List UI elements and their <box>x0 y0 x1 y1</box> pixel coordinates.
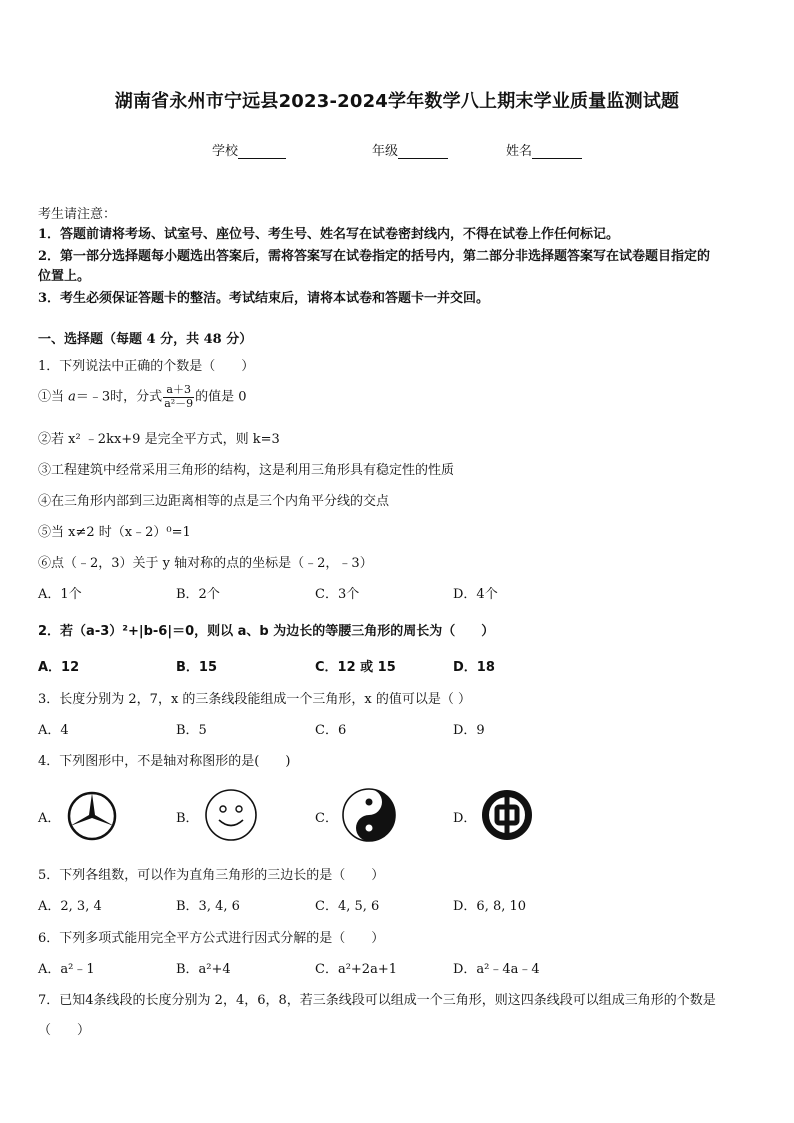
option-c: C． <box>315 811 338 826</box>
option-c: C．3个 <box>315 587 360 602</box>
option-a: A．a²﹣1 <box>38 962 95 977</box>
question-stem: 1．下列说法中正确的个数是（ ） <box>38 359 255 374</box>
option-d: D．9 <box>453 723 485 738</box>
notice-item: 位置上。 <box>38 269 91 284</box>
grade-label: 年级 <box>372 144 399 159</box>
option-d: D．4个 <box>453 587 498 602</box>
smiley-face-icon <box>203 787 259 843</box>
yin-yang-icon <box>341 787 397 843</box>
option-c: C．4, 5, 6 <box>315 899 380 914</box>
option-a: A．2, 3, 4 <box>38 899 102 914</box>
mercedes-logo-icon <box>66 790 118 842</box>
option-b: B．3, 4, 6 <box>176 899 240 914</box>
option-d: D．a²﹣4a﹣4 <box>453 962 540 977</box>
statement-2: ②若 x² ﹣2kx+9 是完全平方式，则 k=3 <box>38 432 280 447</box>
name-field <box>506 140 582 159</box>
option-b: B．15 <box>176 660 217 675</box>
option-b: B．a²+4 <box>176 962 231 977</box>
statement-6: ⑥点（﹣2，3）关于 y 轴对称的点的坐标是（﹣2，﹣3） <box>38 556 373 571</box>
statement-5: ⑤当 x≠2 时（x﹣2）⁰=1 <box>38 525 191 540</box>
question-stem: 3．长度分别为 2，7，x 的三条线段能组成一个三角形，x 的值可以是（ ） <box>38 692 472 707</box>
bank-of-china-logo-icon <box>480 788 534 842</box>
option-a: A．1个 <box>38 587 82 602</box>
section-heading: 一、选择题（每题 4 分，共 48 分） <box>38 332 253 347</box>
option-d: D．6, 8, 10 <box>453 899 527 914</box>
option-c: C．a²+2a+1 <box>315 962 397 977</box>
question-stem: 2．若（a-3）²+|b-6|＝0，则以 a、b 为边长的等腰三角形的周长为（ ） <box>38 624 495 639</box>
school-label: 学校 <box>212 144 239 159</box>
grade-field <box>372 140 448 159</box>
notice-item: 3．考生必须保证答题卡的整洁。考试结束后，请将本试卷和答题卡一并交回。 <box>38 291 490 306</box>
fraction: $\frac{a+3}{\text{a²－9}}$ <box>164 383 194 410</box>
option-b: B． <box>176 811 199 826</box>
option-a: A．12 <box>38 660 80 675</box>
option-a: A．4 <box>38 723 69 738</box>
question-stem: 7．已知4条线段的长度分别为 2，4，6，8，若三条线段可以组成一个三角形，则这四条线段可以组成三角形的个数是 <box>38 993 716 1008</box>
school-field <box>212 140 286 159</box>
statement-3: ③工程建筑中经常采用三角形的结构，这是利用三角形具有稳定性的性质 <box>38 463 455 478</box>
answer-parentheses: （ ） <box>38 1023 91 1038</box>
notice-item: 1．答题前请将考场、试室号、座位号、考生号、姓名写在试卷密封线内，不得在试卷上作任何标记。 <box>38 227 620 242</box>
option-b: B．2个 <box>176 587 220 602</box>
page-title: 湖南省永州市宁远县2023-2024学年数学八上期末学业质量监测试题 <box>114 91 680 112</box>
statement-4: ④在三角形内部到三边距离相等的点是三个内角平分线的交点 <box>38 494 390 509</box>
option-c: C．6 <box>315 723 347 738</box>
notice-heading: 考生请注意： <box>38 207 117 222</box>
question-stem: 4．下列图形中，不是轴对称图形的是( ) <box>38 754 291 769</box>
option-d: D． <box>453 811 477 826</box>
option-a: A． <box>38 811 61 826</box>
statement-1: ①当 a＝﹣3时，分式 $\frac{a+3}{\text{a²－9}}$ 的值是 0 <box>38 383 247 410</box>
name-label: 姓名 <box>506 144 533 159</box>
question-stem: 6．下列多项式能用完全平方公式进行因式分解的是（ ） <box>38 931 385 946</box>
option-c: C．12 或 15 <box>315 660 396 675</box>
question-stem: 5．下列各组数，可以作为直角三角形的三边长的是（ ） <box>38 868 385 883</box>
notice-item: 2．第一部分选择题每小题选出答案后，需将答案写在试卷指定的括号内，第二部分非选择题答案写在试卷题目指定的 <box>38 249 711 264</box>
option-d: D．18 <box>453 660 495 675</box>
option-b: B．5 <box>176 723 207 738</box>
